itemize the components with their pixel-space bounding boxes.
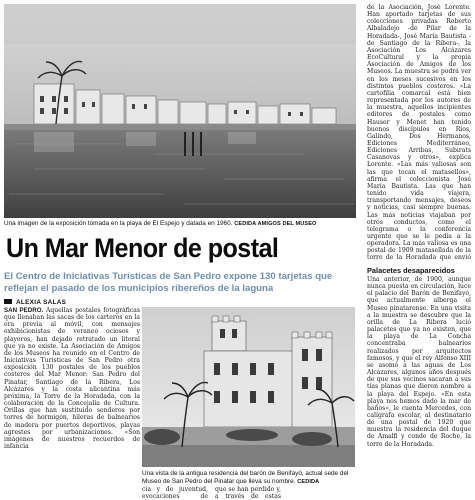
author-byline <box>4 299 142 306</box>
page-headline: Un Mar Menor de postal <box>6 233 279 263</box>
dateline: SAN PEDRO. <box>4 307 44 314</box>
top-photo <box>4 4 356 218</box>
mid-photo-caption-text: Una vista de la antigua residencia del barón de Benifayó, actual sede del Museo de San Pedro del Pinatar que lleva su nombre. <box>142 470 349 485</box>
sidebar-column-top <box>367 4 471 262</box>
author-name: ALEXIA SALAS <box>16 299 67 306</box>
top-photo-caption <box>4 220 356 229</box>
top-photo-caption-text: Una imagen de la exposición tomada en la playa de El Espejo y datada en 1960. <box>4 220 233 227</box>
body-text-c: que se han perdido y, a través de estas <box>215 486 281 500</box>
top-photo-credit: CEDIDA AMIGOS DEL MUSEO <box>234 221 317 227</box>
article-subhead: El Centro de Iniciativas Turísticas de San Pedro expone 130 tarjetas que reflejan el pasado de los municipios ribereños de la laguna <box>4 271 333 294</box>
section-heading: Palacetes desaparecidos <box>367 266 455 275</box>
byline-marker <box>4 299 12 304</box>
body-column-b <box>142 486 208 500</box>
body-column-c <box>215 486 281 500</box>
sidebar-column-bottom <box>367 276 471 500</box>
mid-photo <box>142 307 355 467</box>
body-text-a: Aquellas postales fotográficas que llenaban las sacas de los carteros en la era previa al móvil, con mensajes exhibicionistas de veraneo ociosos y playeros, han dejado retratado un litoral que ya no existe. La Asociación de Amigos de los Museos ha reunido en el Centro de Iniciativas Turísticas de San Pedro otra exposición 130 postales de los pueblos costeros del Mar Menor: San Pedro del Pinatar, Santiago de la Ribera, Los Alcázares y la costa alicantina más próxima, la Torre de la Horadada, con la colaboración de la Concejalía de Cultura. Orillas que han sustituido senderos por torres de hormigón, hileras de balnearios de madera por puertos deportivos, playas agrestes por urbanizaciones. «Son imágenes de nuestros recuerdos de infancia <box>4 307 140 450</box>
body-text-b: cia y de juventud, evocaciones de <box>142 486 208 500</box>
sidebar-text-bottom: Una anterior, de 1900, aunque nunca puesta en circulación, luce el palacio del Barón de Benifayó, que actualmente alberga el Museo pinatarense. En una visita a la muestra se descubre que la orilla de La Ribera lució palacetes que ya no existen, que la playa de La Concha concentraba balnearios realizados por arquitectos famosos, y que el rey Alfonso XIII se asomó a las aguas de Los Alcázares, algunos años después de que sus vecinos sacaran a sus tías planas que dieron nombre a la playa del Espejo. «En esta playa nos hemos dado la mar de baños», le cuenta Mercedes, con calígrafa escolar, al destinatario de una postal de 1920 que muestra la residencia del duque de Amalfi y conde de Roche, la torre de la Horadada. <box>367 276 471 448</box>
mid-photo-credit: CEDIDA <box>297 478 320 485</box>
body-column-a <box>4 307 140 500</box>
sidebar-text-top: de la Asociación, José Lorente. Han aportado tarjetas de sus colecciones privadas Roberto Albaladejo -de Pilar de la Horadada-, José María Bautista -de Santiago de la Ribera-, la Asociación Los Alcázares EcoCultural y la propia Asociación de Amigos de los Museos. La muestra se podrá ver en los meses sucesivos en los distintos pueblos costeros. «La cartofilia comarcal está bien representada por los autores de la muestra, aquellos incipientes editores de postales como Hauser y Menet han tenido buenos discípulos en Ríos, Galindo, Dos Hermanos, Ediciones Mediterráneo, Ediciones Arribas, Subirats Casanovas y otros», explica Lorente. «Las más valiosas son las que tocan el matasellos», afirma el coleccionista José María Bautista. Las que han tenido vida viajera, transportando mensajes, deseos y noticias, casi siempre buenas. Las más noticias viajaban por otros conductos, como el telegrama o la conferencia urgente que se le pedía a la operadora. La más valiosa es una postal de 1909 matasellada de la torre de la Horadada que envió <box>367 4 471 262</box>
mid-photo-caption <box>142 470 355 486</box>
